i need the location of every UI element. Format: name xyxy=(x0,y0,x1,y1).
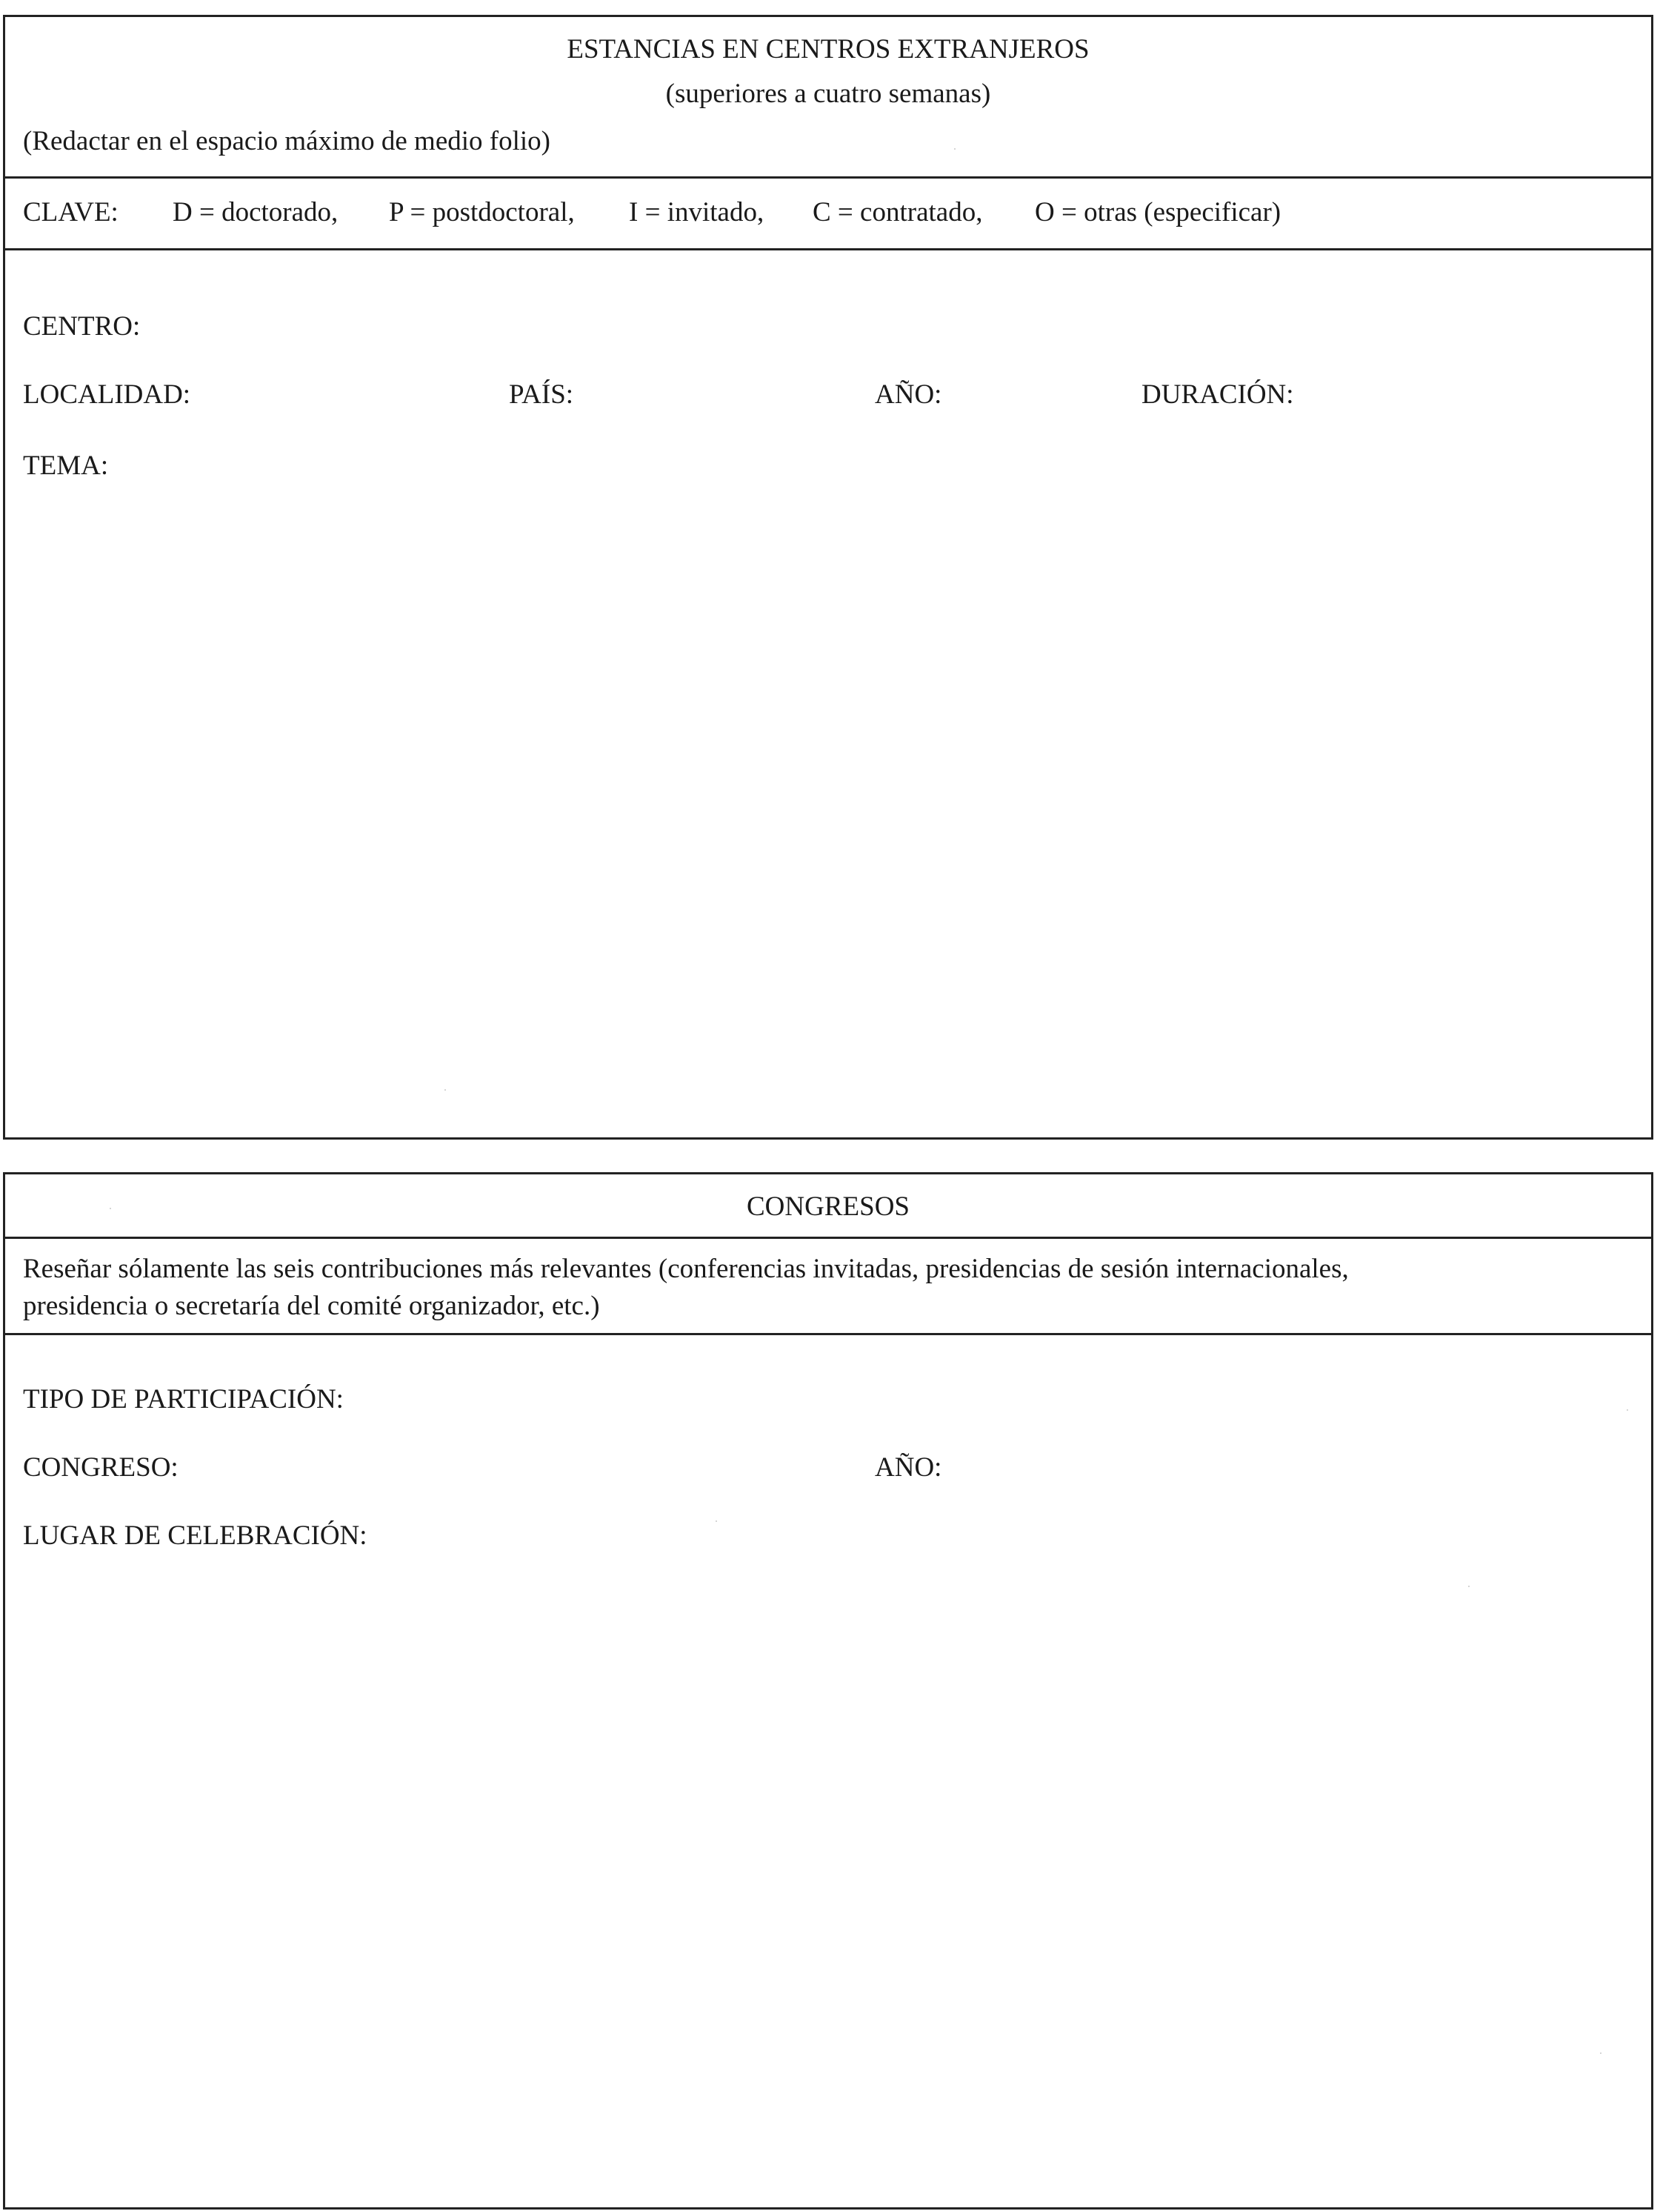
congresos-title: CONGRESOS xyxy=(747,1191,910,1222)
clave-item-otras: O = otras (especificar) xyxy=(1035,197,1281,227)
clave-label: CLAVE: xyxy=(23,197,119,227)
tema-label: TEMA: xyxy=(23,450,109,481)
congreso-label: CONGRESO: xyxy=(23,1452,179,1483)
congresos-instruction-line2: presidencia o secretaría del comité organizador, etc.) xyxy=(23,1291,600,1321)
tipo-participacion-label: TIPO DE PARTICIPACIÓN: xyxy=(23,1384,344,1414)
scan-speck xyxy=(954,148,956,150)
estancias-instruction: (Redactar en el espacio máximo de medio folio) xyxy=(23,126,550,156)
pais-label: PAÍS: xyxy=(509,379,574,410)
centro-label: CENTRO: xyxy=(23,311,141,342)
clave-item-invitado: I = invitado, xyxy=(629,197,764,227)
estancias-subtitle: (superiores a cuatro semanas) xyxy=(665,79,991,109)
scan-speck xyxy=(1600,2052,1601,2054)
anio-label: AÑO: xyxy=(875,379,942,410)
congresos-instruction-line1: Reseñar sólamente las seis contribuciones más relevantes (conferencias invitadas, presidencias de sesión internacionales, xyxy=(23,1254,1349,1284)
divider xyxy=(5,1333,1651,1335)
scan-speck xyxy=(716,1520,717,1522)
congresos-writing-area[interactable] xyxy=(23,1575,1633,2190)
estancias-title: ESTANCIAS EN CENTROS EXTRANJEROS xyxy=(567,34,1090,64)
clave-item-contratado: C = contratado, xyxy=(813,197,983,227)
duracion-label: DURACIÓN: xyxy=(1141,379,1294,410)
congreso-anio-label: AÑO: xyxy=(875,1452,942,1483)
localidad-label: LOCALIDAD: xyxy=(23,379,191,410)
scan-speck xyxy=(1627,1409,1628,1411)
estancias-section xyxy=(3,15,1653,1140)
congresos-section xyxy=(3,1172,1653,2210)
clave-item-doctorado: D = doctorado, xyxy=(173,197,339,227)
divider xyxy=(5,1237,1651,1239)
scan-speck xyxy=(1468,1586,1470,1587)
lugar-celebracion-label: LUGAR DE CELEBRACIÓN: xyxy=(23,1520,367,1551)
clave-item-postdoctoral: P = postdoctoral, xyxy=(389,197,575,227)
divider xyxy=(5,176,1651,179)
estancias-writing-area[interactable] xyxy=(23,499,1633,1120)
scan-speck xyxy=(444,1089,446,1091)
scan-speck xyxy=(110,1208,111,1209)
divider xyxy=(5,248,1651,250)
